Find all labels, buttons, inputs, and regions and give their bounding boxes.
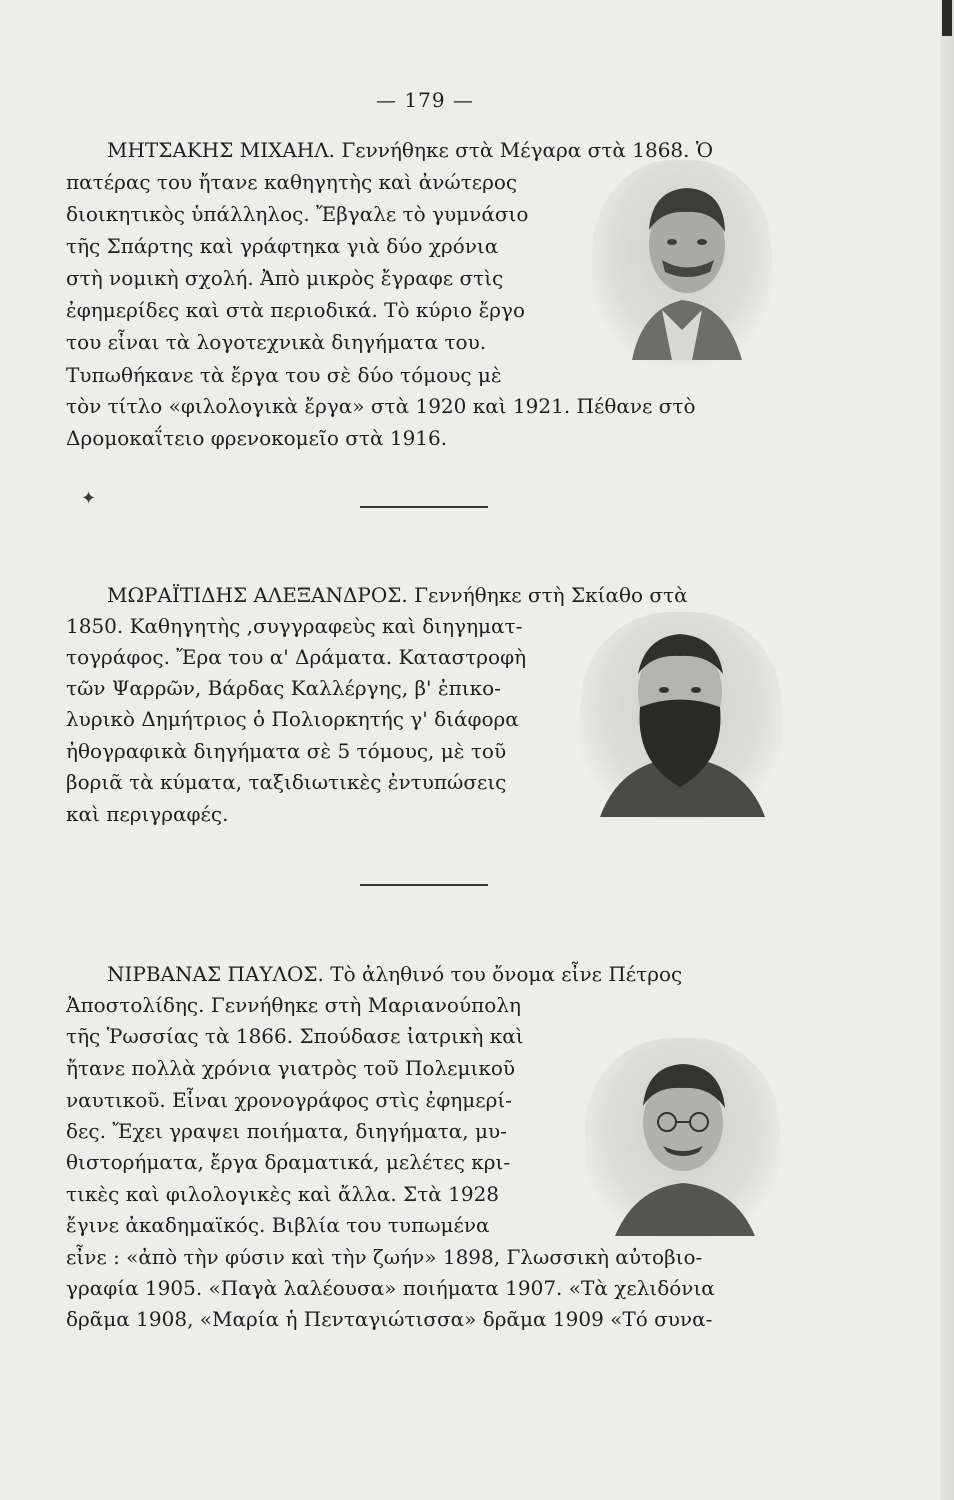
entry-text-line: λυρικὸ Δημήτριος ὁ Πολιορκητής γ' διάφορα	[66, 707, 519, 731]
entry-text-line: γραφία 1905. «Παγὰ λαλέουσα» ποιήματα 1907. «Τὰ χελιδόνια	[66, 1276, 715, 1300]
entry-text-line: ἔγινε ἀκαδημαϊκός. Βιβλία του τυπωμένα	[66, 1213, 490, 1237]
entry-text-line: καὶ περιγραφές.	[66, 802, 229, 826]
scan-corner-mark	[942, 0, 952, 36]
entry-text-line: τῶν Ψαρρῶν, Βάρδας Καλλέργης, β' ἐπικο-	[66, 676, 501, 700]
portrait-moraitidis	[580, 612, 782, 820]
entry-text-line: τῆς Ῥωσσίας τὰ 1866. Σπούδασε ἰατρικὴ καὶ	[66, 1024, 524, 1048]
entry-text-line: δες. Ἔχει γραψει ποιήματα, διηγήματα, μυ-	[66, 1119, 507, 1143]
entry-text-line: ἠθογραφικὰ διηγήματα σὲ 5 τόμους, μὲ τοῦ	[66, 739, 507, 763]
entry-text-line: δρᾶμα 1908, «Μαρία ἡ Πενταγιώτισσα» δρᾶμα 1909 «Τό συνα-	[66, 1307, 713, 1331]
entry-text-line: ἤτανε πολλὰ χρόνια γιατρὸς τοῦ Πολεμικοῦ	[66, 1056, 516, 1080]
entry-text-line: ἐφημερίδες καὶ στὰ περιοδικά. Τὸ κύριο ἔργο	[66, 298, 526, 322]
portrait-mitsakis-image	[592, 160, 772, 365]
entry-text-line: τικὲς καὶ φιλολογικὲς καὶ ἄλλα. Στὰ 1928	[66, 1182, 500, 1206]
entry-text-line: Τυπωθήκανε τὰ ἔργα του σὲ δύο τόμους μὲ	[66, 363, 502, 387]
entry-text-line: τογράφος. Ἔρα του α' Δράματα. Καταστροφὴ	[66, 645, 527, 669]
entry-text-line: θιστορήματα, ἔργα δραματικά, μελέτες κρι-	[66, 1150, 511, 1174]
entry-text-line: Δρομοκαΐτειο φρενοκομεῖο στὰ 1916.	[66, 426, 448, 450]
portrait-nirvanas-image	[585, 1038, 780, 1238]
entry-text-line: τὸν τίτλο «φιλολογικὰ ἔργα» στὰ 1920 καὶ 1921. Πέθανε στὸ	[66, 394, 696, 418]
entry-text-line: πατέρας του ἤτανε καθηγητὴς καὶ ἀνώτερος	[66, 170, 518, 194]
page-number: — 179 —	[376, 88, 474, 112]
entry-text-line: ΜΩΡΑΪΤΙΔΗΣ ΑΛΕΞΑΝΔΡΟΣ. Γεννήθηκε στὴ Σκίαθο στὰ	[107, 583, 688, 607]
portrait-mitsakis	[592, 160, 772, 365]
ornament-icon: ✦	[81, 488, 97, 509]
entry-text-line: ΝΙΡΒΑΝΑΣ ΠΑΥΛΟΣ. Τὸ ἀληθινό του ὄνομα εἶνε Πέτρος	[107, 962, 683, 986]
entry-text-line: του εἶναι τὰ λογοτεχνικὰ διηγήματα του.	[66, 330, 487, 354]
section-divider	[360, 506, 488, 508]
entry-text-line: Ἀποστολίδης. Γεννήθηκε στὴ Μαριανούπολη	[66, 993, 521, 1017]
page-edge-shadow	[940, 0, 954, 1500]
entry-text-line: διοικητικὸς ὑπάλληλος. Ἔβγαλε τὸ γυμνάσιο	[66, 202, 529, 226]
entry-text-line: 1850. Καθηγητὴς ,συγγραφεὺς καὶ διηγηματ-	[66, 614, 523, 638]
portrait-moraitidis-image	[580, 612, 782, 820]
entry-text-line: ΜΗΤΣΑΚΗΣ ΜΙΧΑΗΛ. Γεννήθηκε στὰ Μέγαρα στὰ 1868. Ὁ	[107, 138, 714, 162]
section-divider	[360, 884, 488, 886]
entry-text-line: ναυτικοῦ. Εἶναι χρονογράφος στὶς ἐφημερί-	[66, 1088, 512, 1112]
entry-text-line: εἶνε : «ἀπὸ τὴν φύσιν καὶ τὴν ζωήν» 1898, Γλωσσικὴ αὐτοβιο-	[66, 1245, 703, 1269]
portrait-nirvanas	[585, 1038, 780, 1238]
entry-text-line: στὴ νομικὴ σχολή. Ἀπὸ μικρὸς ἔγραφε στὶς	[66, 266, 504, 290]
entry-text-line: τῆς Σπάρτης καὶ γράφτηκα γιὰ δύο χρόνια	[66, 234, 499, 258]
entry-text-line: βοριᾶ τὰ κύματα, ταξιδιωτικὲς ἐντυπώσεις	[66, 770, 507, 794]
